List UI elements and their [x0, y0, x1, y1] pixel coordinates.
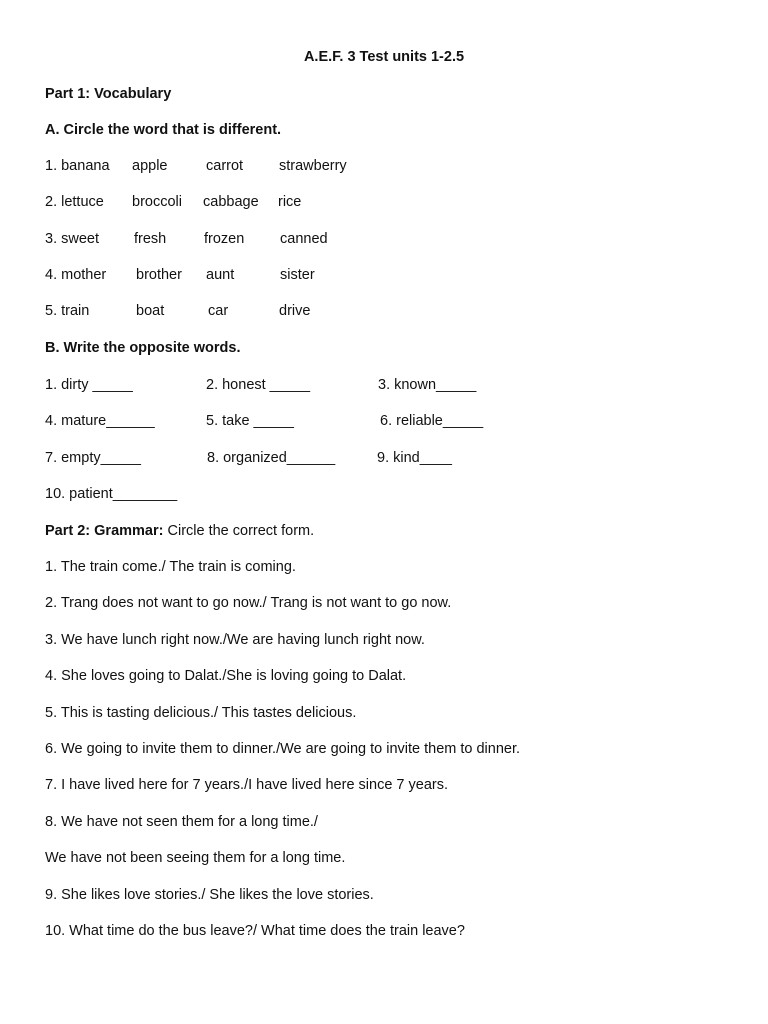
word-cell: frozen: [204, 231, 245, 247]
word-cell: boat: [136, 303, 165, 319]
word-cell: fresh: [134, 231, 167, 247]
opposite-item: 6. reliable_____: [380, 413, 484, 429]
word-cell: drive: [279, 303, 311, 319]
word-cell: 4. mother: [45, 267, 107, 283]
word-cell: canned: [280, 231, 328, 247]
word-cell: cabbage: [203, 194, 259, 210]
part1-heading: Part 1: Vocabulary: [45, 86, 172, 102]
word-cell: sister: [280, 267, 315, 283]
grammar-item: 4. She loves going to Dalat./She is loving going to Dalat.: [45, 668, 407, 684]
grammar-item: 1. The train come./ The train is coming.: [45, 559, 296, 575]
word-cell: aunt: [206, 267, 235, 283]
grammar-item: 8. We have not seen them for a long time./: [45, 814, 318, 830]
word-cell: strawberry: [279, 158, 347, 174]
grammar-item-continuation: We have not been seeing them for a long time.: [45, 850, 346, 866]
word-cell: 3. sweet: [45, 231, 99, 247]
section-a-instruction: A. Circle the word that is different.: [45, 122, 282, 138]
section-b-instruction: B. Write the opposite words.: [45, 340, 241, 356]
word-cell: 5. train: [45, 303, 90, 319]
word-cell: carrot: [206, 158, 244, 174]
grammar-item: 7. I have lived here for 7 years./I have lived here since 7 years.: [45, 777, 448, 793]
word-cell: broccoli: [132, 194, 182, 210]
opposite-item: 10. patient________: [45, 486, 178, 502]
grammar-item: 3. We have lunch right now./We are having lunch right now.: [45, 632, 425, 648]
word-cell: apple: [132, 158, 168, 174]
grammar-item: 2. Trang does not want to go now./ Trang is not want to go now.: [45, 595, 452, 611]
opposite-item: 8. organized______: [207, 450, 336, 466]
grammar-item: 10. What time do the bus leave?/ What time does the train leave?: [45, 923, 465, 939]
word-cell: brother: [136, 267, 182, 283]
opposite-item: 3. known_____: [378, 377, 477, 393]
opposite-item: 1. dirty _____: [45, 377, 133, 393]
opposite-item: 5. take _____: [206, 413, 294, 429]
word-cell: rice: [278, 194, 302, 210]
part2-heading-line: [45, 523, 314, 539]
word-cell: 2. lettuce: [45, 194, 104, 210]
grammar-item: 9. She likes love stories./ She likes the love stories.: [45, 887, 374, 903]
opposite-item: 4. mature______: [45, 413, 155, 429]
opposite-item: 7. empty_____: [45, 450, 141, 466]
word-cell: car: [208, 303, 229, 319]
part2-heading: Part 2: Grammar:: [45, 523, 164, 539]
opposite-item: 9. kind____: [377, 450, 452, 466]
word-cell: 1. banana: [45, 158, 110, 174]
page-title: A.E.F. 3 Test units 1-2.5: [303, 49, 465, 65]
grammar-item: 6. We going to invite them to dinner./We are going to invite them to dinner.: [45, 741, 521, 757]
grammar-item: 5. This is tasting delicious./ This tastes delicious.: [45, 705, 357, 721]
opposite-item: 2. honest _____: [206, 377, 311, 393]
part2-instruction: Circle the correct form.: [163, 523, 315, 539]
